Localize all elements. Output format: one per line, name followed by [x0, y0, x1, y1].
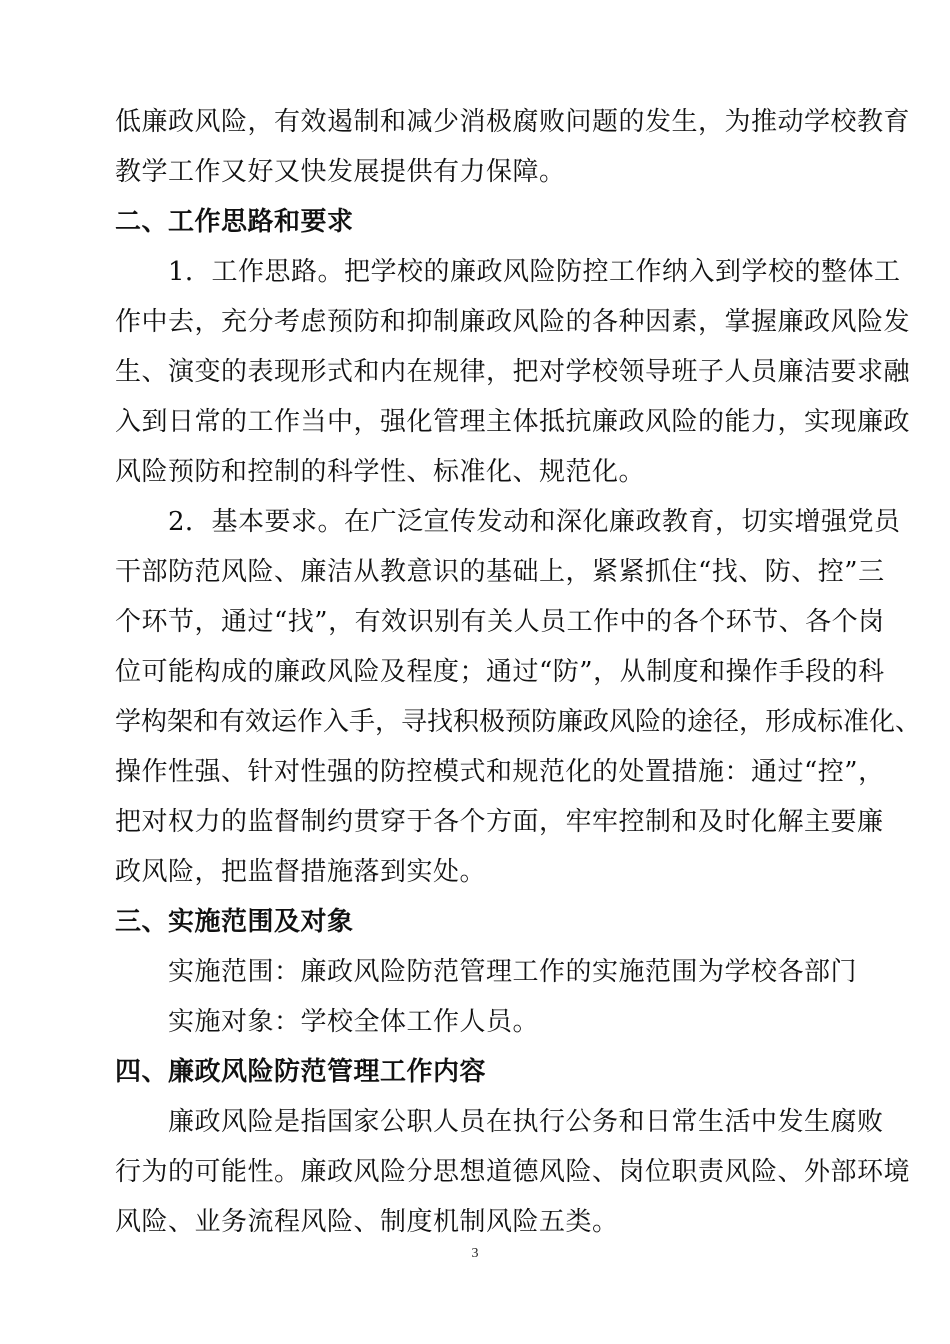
body-line: 行为的可能性。廉政风险分思想道德风险、岗位职责风险、外部环境 [115, 1157, 911, 1187]
body-line: 把对权力的监督制约贯穿于各个方面，牢牢控制和及时化解主要廉 [115, 807, 884, 837]
body-line: 低廉政风险，有效遏制和减少消极腐败问题的发生，为推动学校教育 [115, 107, 911, 137]
section-heading: 三、实施范围及对象 [115, 907, 354, 937]
body-line: 政风险，把监督措施落到实处。 [115, 857, 487, 887]
body-line: 1．工作思路。把学校的廉政风险防控工作纳入到学校的整体工 [168, 257, 901, 287]
body-line: 实施范围：廉政风险防范管理工作的实施范围为学校各部门 [168, 957, 858, 987]
body-line: 干部防范风险、廉洁从教意识的基础上，紧紧抓住“找、防、控”三 [115, 557, 885, 587]
body-line: 作中去，充分考虑预防和抑制廉政风险的各种因素，掌握廉政风险发 [115, 307, 911, 337]
body-line: 2．基本要求。在广泛宣传发动和深化廉政教育，切实增强党员 [168, 507, 901, 537]
body-line: 位可能构成的廉政风险及程度；通过“防”，从制度和操作手段的科 [115, 657, 885, 687]
body-line: 入到日常的工作当中，强化管理主体抵抗廉政风险的能力，实现廉政 [115, 407, 911, 437]
body-line: 风险、业务流程风险、制度机制风险五类。 [115, 1207, 619, 1237]
body-line: 生、演变的表现形式和内在规律，把对学校领导班子人员廉洁要求融 [115, 357, 911, 387]
body-line: 实施对象：学校全体工作人员。 [168, 1007, 540, 1037]
body-line: 个环节，通过“找”，有效识别有关人员工作中的各个环节、各个岗 [115, 607, 885, 637]
body-line: 学构架和有效运作入手，寻找积极预防廉政风险的途径，形成标准化、 [115, 707, 922, 737]
page-number: 3 [471, 1246, 479, 1261]
body-line: 教学工作又好又快发展提供有力保障。 [115, 157, 566, 187]
body-line: 风险预防和控制的科学性、标准化、规范化。 [115, 457, 646, 487]
body-line: 操作性强、针对性强的防控模式和规范化的处置措施：通过“控”， [115, 757, 885, 787]
body-line: 廉政风险是指国家公职人员在执行公务和日常生活中发生腐败 [168, 1107, 884, 1137]
section-heading: 四、廉政风险防范管理工作内容 [115, 1057, 487, 1087]
section-heading: 二、工作思路和要求 [115, 207, 354, 237]
